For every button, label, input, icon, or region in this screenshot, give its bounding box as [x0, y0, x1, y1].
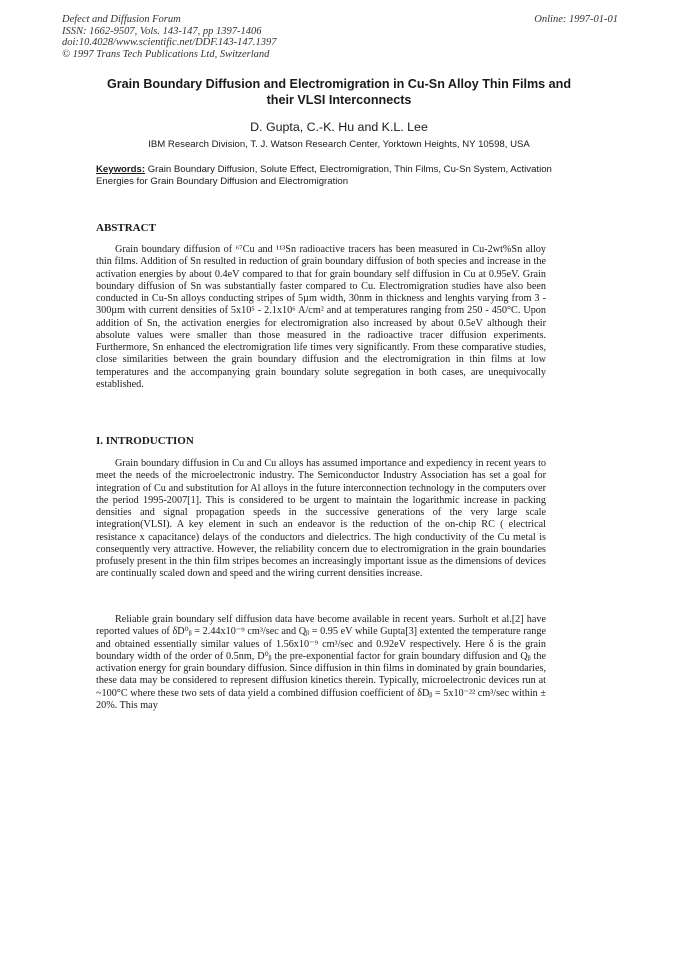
authors: D. Gupta, C.-K. Hu and K.L. Lee [250, 120, 428, 134]
intro-paragraph: Grain boundary diffusion in Cu and Cu alloys has assumed importance and expediency in recent years to meet the needs of the microelectronic industry. The Semiconductor Industry Association has set a goal for integration of Cu and substitution for Al alloys in the future interconnection technology in the computers over the period 1995-2007[1]. This is considered to be urgent to maintain the logarithmic increase in packing densities and signal propagation speeds in the successive generations of the very large scale integration(VLSI). A key element in such an endeavor is the reduction of the on-chip RC ( electrical resistance x capacitance) delays of the conductors and dielectrics. The high conductivity of the Cu metal is consequently very attractive. However, the reliability concern due to electromigration in the grain boundaries profusely present in the thin film stripes becomes an increasingly important issue as the dimensions of devices are continually scaled down and speed and the wiring current densities increase. [96, 458, 546, 580]
abstract-heading: ABSTRACT [96, 222, 156, 234]
introduction-paragraph-2 [96, 614, 546, 712]
issn-volumes: ISSN: 1662-9507, Vols. 143-147, pp 1397-1406 [62, 25, 262, 37]
keywords-label: Keywords: [96, 164, 146, 175]
paper-title: Grain Boundary Diffusion and Electromigration in Cu-Sn Alloy Thin Films and their VLSI Interconnects [106, 77, 572, 107]
intro-paragraph: Reliable grain boundary self diffusion data have become available in recent years. Surholt et al.[2] have reported values of δD⁰ᵦ = 2.44x10⁻⁹ cm³/sec and Qᵦ = 0.95 eV while Gupta[3] extented the temperature range and obtained essentially similar values of 1.56x10⁻⁹ cm³/sec and 0.92eV respectively. Here δ is the grain boundary width of the order of 0.5nm, D⁰ᵦ the pre-exponential factor for grain boundary diffusion and Qᵦ the activation energy for grain boundary diffusion. Since diffusion in thin films in dominated by grain boundaries, these data may be considered to represent diffusion kinetics therein. Typically, microelectronic devices run at ~100°C where these two sets of data yield a combined diffusion coefficient of δDᵦ = 5x10⁻²² cm³/sec within ± 20%. This may [96, 614, 546, 711]
journal-header [62, 14, 618, 60]
affiliation: IBM Research Division, T. J. Watson Research Center, Yorktown Heights, NY 10598, USA [148, 139, 530, 150]
copyright: © 1997 Trans Tech Publications Ltd, Switzerland [62, 48, 270, 60]
keywords [96, 164, 586, 188]
keywords-text: Grain Boundary Diffusion, Solute Effect, Electromigration, Thin Films, Cu-Sn System, Activation Energies for Grain Boundary Diffusion and Electromigration [96, 164, 552, 187]
abstract-paragraph: Grain boundary diffusion of ⁶⁷Cu and ¹¹³Sn radioactive tracers has been measured in Cu-2wt%Sn alloy thin films. Addition of Sn resulted in reduction of grain boundary diffusion of both species and increase in the activation energies by about 0.4eV compared to that for grain boundary self diffusion in Cu at 0.95eV. Grain boundary diffusion of Sn was substantially faster compared to Cu. Electromigration studies have also been conducted in Cu-Sn alloys conducting stripes of 5µm width, 30nm in thickness and lenghts varying from 3 - 300µm with current densities of 5x10⁵ - 2.1x10⁶ A/cm² and at temperatures ranging from 250 - 450°C. Upon addition of Sn, the activation energies for electromigration also increased by about 0.5eV although their absolute values were smaller than those measured in the radioactive tracer diffusion experiments. Furthermore, Sn enhanced the electromigration life times very significantly. From these comparative studies, close similarities between the grain boundary diffusion and the electromigration in thin films at low temperatures and the accompanying grain boundary solute segregation in both cases, are unequivocally established. [96, 244, 546, 390]
introduction-paragraph-1 [96, 458, 546, 581]
introduction-heading: I. INTRODUCTION [96, 435, 194, 447]
abstract-body [96, 244, 546, 391]
doi: doi:10.4028/www.scientific.net/DDF.143-147.1397 [62, 37, 277, 49]
online-date: Online: 1997-01-01 [534, 14, 618, 25]
journal-name: Defect and Diffusion Forum [62, 14, 181, 25]
